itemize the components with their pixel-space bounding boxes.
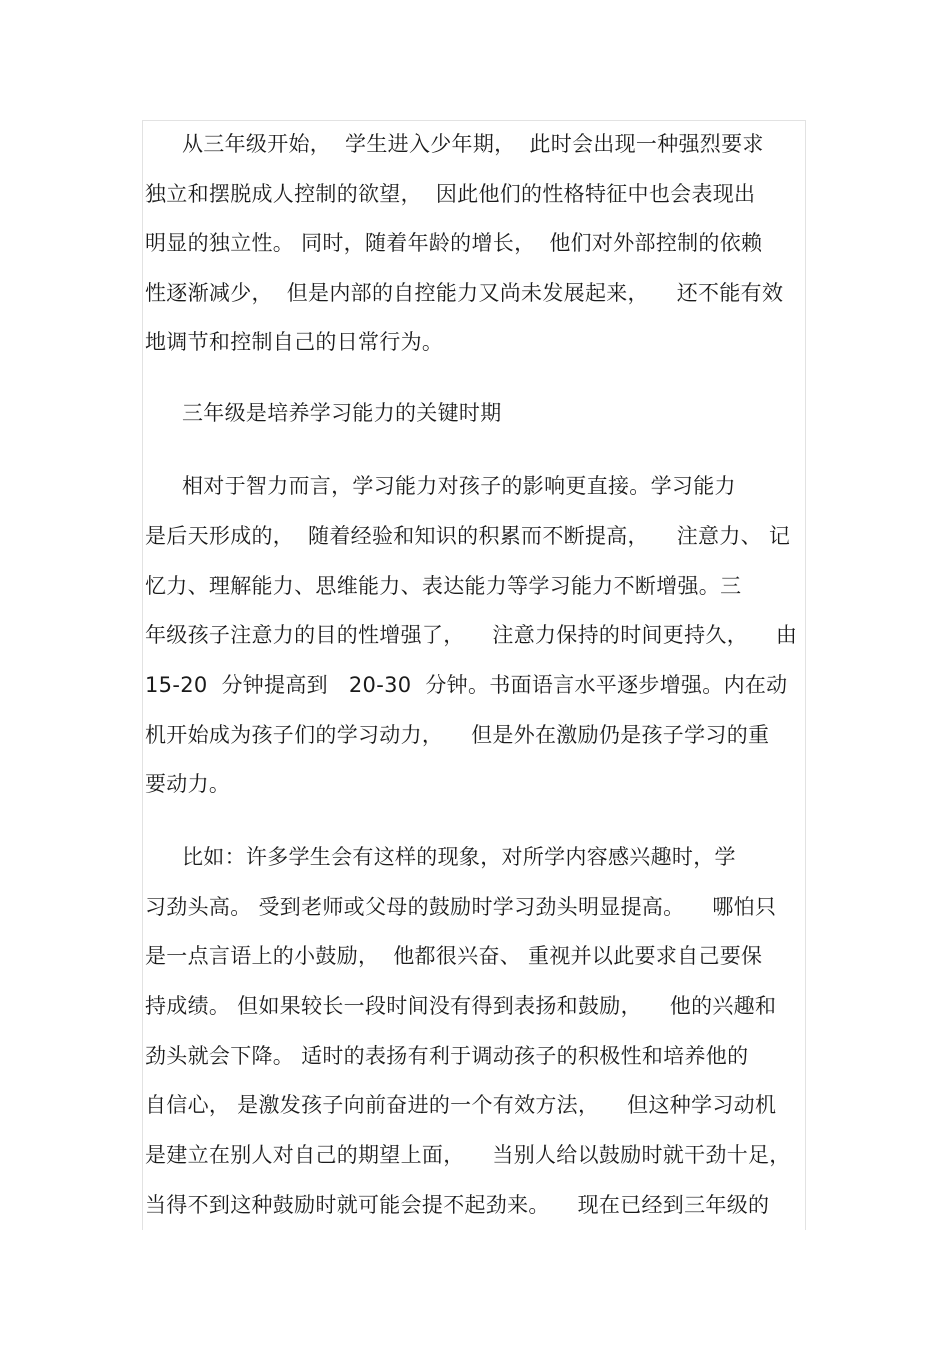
paragraph-4-line-2: 习劲头高。 受到老师或父母的鼓励时学习劲头明显提高。 哪怕只 bbox=[145, 895, 777, 919]
paragraph-3-line-6: 机开始成为孩子们的学习动力， 但是外在激励仍是孩子学习的重 bbox=[145, 723, 770, 747]
paragraph-4-line-1: 比如：许多学生会有这样的现象，对所学内容感兴趣时，学 bbox=[182, 845, 736, 869]
paragraph-1-line-2: 独立和摆脱成人控制的欲望， 因此他们的性格特征中也会表现出 bbox=[145, 182, 756, 206]
paragraph-1-line-1: 从三年级开始， 学生进入少年期， 此时会出现一种强烈要求 bbox=[182, 132, 764, 156]
paragraph-3-line-3: 忆力、理解能力、思维能力、表达能力等学习能力不断增强。三 bbox=[145, 574, 742, 598]
paragraph-1-line-5: 地调节和控制自己的日常行为。 bbox=[145, 330, 444, 354]
paragraph-1-line-4: 性逐渐减少， 但是内部的自控能力又尚未发展起来， 还不能有效 bbox=[145, 281, 784, 305]
paragraph-3-line-4: 年级孩子注意力的目的性增强了， 注意力保持的时间更持久， 由 bbox=[145, 623, 798, 647]
paragraph-4-line-4: 持成绩。 但如果较长一段时间没有得到表扬和鼓励， 他的兴趣和 bbox=[145, 994, 777, 1018]
section-heading: 三年级是培养学习能力的关键时期 bbox=[182, 401, 502, 425]
paragraph-1-line-3: 明显的独立性。 同时，随着年龄的增长， 他们对外部控制的依赖 bbox=[145, 231, 763, 255]
paragraph-4-line-7: 是建立在别人对自己的期望上面， 当别人给以鼓励时就干劲十足， bbox=[145, 1143, 791, 1167]
paragraph-3-line-2: 是后天形成的， 随着经验和知识的积累而不断提高， 注意力、 记 bbox=[145, 524, 791, 548]
paragraph-4-line-5: 劲头就会下降。 适时的表扬有利于调动孩子的积极性和培养他的 bbox=[145, 1044, 749, 1068]
paragraph-4-line-8: 当得不到这种鼓励时就可能会提不起劲来。 现在已经到三年级的 bbox=[145, 1193, 770, 1217]
paragraph-4-line-3: 是一点言语上的小鼓励， 他都很兴奋、 重视并以此要求自己要保 bbox=[145, 944, 763, 968]
paragraph-3-line-7: 要动力。 bbox=[145, 772, 231, 796]
paragraph-3-line-1: 相对于智力而言，学习能力对孩子的影响更直接。学习能力 bbox=[182, 474, 736, 498]
paragraph-4-line-6: 自信心， 是激发孩子向前奋进的一个有效方法， 但这种学习动机 bbox=[145, 1093, 777, 1117]
paragraph-3-line-5: 15-20 分钟提高到 20-30 分钟。书面语言水平逐步增强。内在动 bbox=[145, 673, 788, 697]
